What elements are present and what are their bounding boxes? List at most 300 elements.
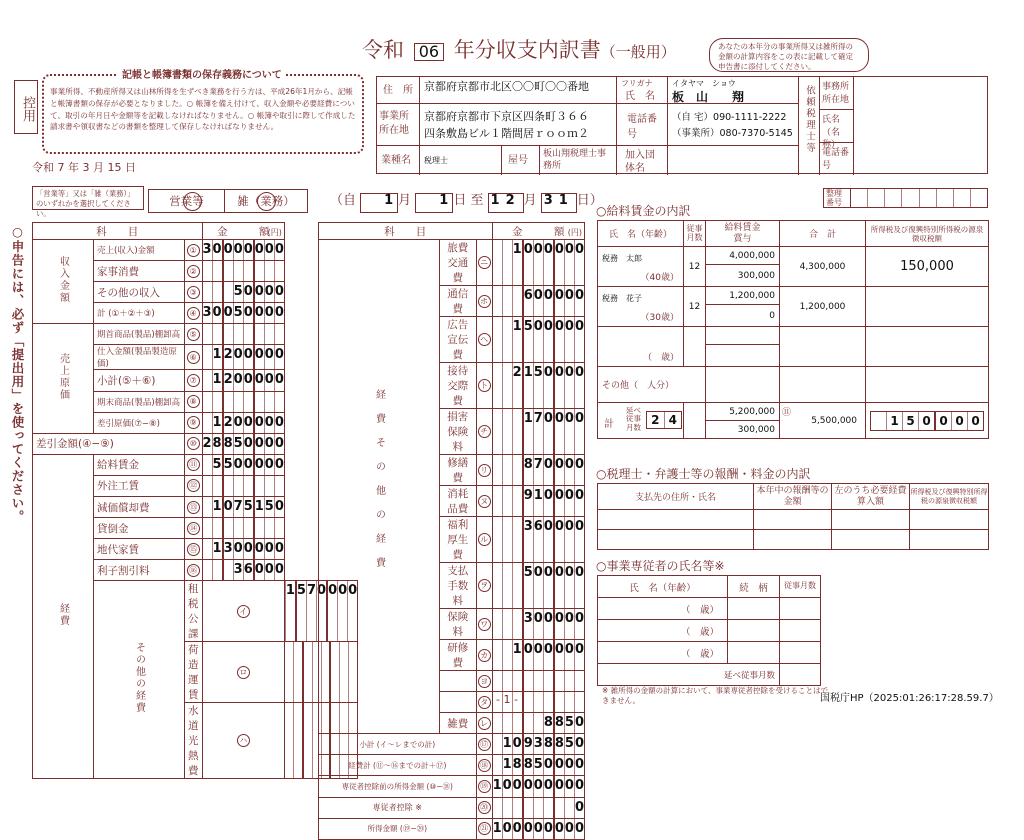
salary-row bbox=[598, 327, 989, 345]
income-amount-digit: 0 bbox=[243, 413, 253, 433]
expense-amount-digit bbox=[512, 409, 522, 454]
fees-row-2-amount[interactable] bbox=[754, 530, 832, 550]
row-number: ⑫ bbox=[187, 479, 200, 492]
expense-amount-digit: 0 bbox=[553, 455, 564, 485]
income-row-number bbox=[185, 433, 203, 454]
fees-row-2-expense[interactable] bbox=[832, 530, 910, 550]
tel-office: （事業所）080-7370-5145 bbox=[672, 128, 793, 139]
expense-amount[interactable] bbox=[492, 363, 584, 409]
expense-amount-digit: 0 bbox=[543, 240, 553, 285]
expense-row-number bbox=[476, 409, 492, 455]
income-amount-digit: 0 bbox=[264, 539, 274, 559]
fees-h-amount: 本年中の報酬等の金額 bbox=[756, 485, 829, 507]
income-amount[interactable] bbox=[202, 539, 284, 560]
expense-amount-digit: 0 bbox=[564, 455, 574, 485]
expense-amount-digit bbox=[533, 692, 543, 712]
salary-circled: ⑪ bbox=[782, 408, 792, 418]
income-amount-digit bbox=[233, 476, 243, 496]
expense-amount[interactable] bbox=[492, 818, 584, 839]
income-amount[interactable] bbox=[202, 497, 284, 518]
income-amount-digit bbox=[293, 642, 302, 702]
income-row-number bbox=[185, 412, 203, 433]
expense-amount-digit: 0 bbox=[522, 776, 533, 796]
income-amount-digit: 0 bbox=[264, 413, 274, 433]
row-number: ル bbox=[478, 533, 491, 546]
tax-name-label: 氏名（名称） bbox=[820, 110, 854, 143]
expense-amount[interactable] bbox=[492, 776, 584, 797]
income-label: 小計(⑤＋⑥) bbox=[94, 370, 185, 391]
expense-label: 修繕費 bbox=[440, 455, 477, 486]
row-number: ⑧ bbox=[187, 395, 200, 408]
income-amount-digit: 0 bbox=[264, 560, 274, 580]
fees-h-expense: 左のうち必要経費算入額 bbox=[834, 485, 907, 507]
income-amount-digit bbox=[243, 476, 253, 496]
expense-amount-digit bbox=[543, 798, 553, 818]
income-amount-digit: 0 bbox=[274, 455, 284, 475]
income-row-number bbox=[185, 240, 203, 261]
income-amount-digit: 0 bbox=[274, 539, 284, 559]
era-label: 令和 bbox=[362, 38, 404, 62]
expense-row-number bbox=[476, 609, 492, 640]
expense-amount-digit: 1 bbox=[533, 486, 543, 516]
row-number: ワ bbox=[478, 618, 491, 631]
expense-amount-digit: 0 bbox=[553, 363, 564, 408]
income-yen: (円) bbox=[267, 228, 282, 237]
family-total-label: 延べ従事月数 bbox=[723, 670, 775, 681]
income-amount[interactable] bbox=[202, 324, 284, 345]
income-amount[interactable] bbox=[202, 412, 284, 433]
from-day: 1 bbox=[415, 193, 453, 213]
industry-label: 業種名 bbox=[381, 155, 411, 166]
income-amount[interactable] bbox=[202, 261, 284, 282]
expense-row-number bbox=[476, 517, 492, 563]
salary-age: （ 歳） bbox=[642, 353, 679, 363]
expense-row-number bbox=[476, 755, 492, 776]
expense-row-number bbox=[476, 317, 492, 363]
fees-row-1-expense[interactable] bbox=[832, 510, 910, 530]
expense-row-number bbox=[476, 713, 492, 734]
expense-amount-digit: 0 bbox=[522, 240, 533, 285]
expense-amount-digit bbox=[502, 609, 512, 639]
expense-amount[interactable] bbox=[492, 317, 584, 363]
family-row-3-months[interactable] bbox=[780, 642, 821, 664]
income-amount[interactable] bbox=[202, 433, 284, 454]
expense-amount-digit: 0 bbox=[564, 755, 574, 775]
income-amount-digit bbox=[253, 261, 264, 281]
salary-months: 12 bbox=[684, 287, 706, 327]
expense-amount-digit: 1 bbox=[502, 734, 512, 754]
salary-bonus: 300,000 bbox=[706, 265, 780, 287]
expense-amount-digit bbox=[553, 692, 564, 712]
choice-box[interactable] bbox=[148, 189, 308, 213]
income-amount-digit bbox=[203, 518, 212, 538]
income-amount-digit: 5 bbox=[295, 581, 306, 641]
income-amount-digit: 5 bbox=[233, 282, 243, 302]
expense-amount-digit bbox=[493, 755, 502, 775]
expense-label: 通信費 bbox=[440, 286, 477, 317]
fees-row-2-tax[interactable] bbox=[910, 530, 989, 550]
expense-amount[interactable] bbox=[492, 713, 584, 734]
expense-label: 小計 (イ～レまでの計) bbox=[319, 734, 477, 755]
income-amount-digit bbox=[264, 476, 274, 496]
income-amount-digit bbox=[222, 324, 233, 344]
row-number: イ bbox=[237, 605, 250, 618]
expense-amount-digit: 0 bbox=[574, 240, 584, 285]
expense-label bbox=[440, 692, 477, 713]
income-amount-digit: 0 bbox=[264, 455, 274, 475]
income-amount-digit: 0 bbox=[264, 370, 274, 390]
income-amount-digit: 0 bbox=[264, 434, 274, 454]
title-note: あなたの本年分の事業所得又は雑所得の金額の計算内容をこの表に記載して確定申告書に添付してください。 bbox=[709, 38, 869, 72]
income-amount-digit bbox=[233, 324, 243, 344]
expense-amount[interactable] bbox=[492, 517, 584, 563]
expense-amount[interactable] bbox=[492, 755, 584, 776]
salary-tax: 150,000 bbox=[866, 247, 989, 287]
expense-amount-digit: 0 bbox=[522, 819, 533, 839]
income-row-number bbox=[185, 345, 203, 370]
choice-zatsu[interactable]: 雑（業務） bbox=[237, 194, 295, 208]
expense-amount-digit: 0 bbox=[564, 563, 574, 608]
income-amount-digit bbox=[212, 324, 222, 344]
expense-amount-digit: 2 bbox=[512, 363, 522, 408]
expense-label: 支払手数料 bbox=[440, 563, 477, 609]
expense-amount-digit bbox=[493, 713, 502, 733]
income-label: その他の収入 bbox=[94, 282, 185, 303]
income-amount[interactable] bbox=[202, 560, 284, 581]
expense-amount[interactable] bbox=[492, 734, 584, 755]
income-amount-digit bbox=[212, 282, 222, 302]
expense-amount-digit: 0 bbox=[543, 455, 553, 485]
family-row-2-rel[interactable] bbox=[728, 620, 780, 642]
income-amount[interactable] bbox=[202, 475, 284, 496]
expense-amount-digit: 0 bbox=[543, 609, 553, 639]
reference-label: 整理番号 bbox=[826, 189, 842, 207]
expense-amount-digit: 0 bbox=[564, 517, 574, 562]
income-amount-digit: 0 bbox=[243, 345, 253, 369]
income-label: 家事消費 bbox=[94, 261, 185, 282]
income-amount-digit bbox=[212, 392, 222, 412]
income-amount-digit bbox=[264, 518, 274, 538]
income-amount-digit bbox=[203, 345, 212, 369]
row-number: ④ bbox=[187, 307, 200, 320]
expense-amount-digit: 0 bbox=[574, 609, 584, 639]
expense-amount-digit: 0 bbox=[574, 563, 584, 608]
income-label: 期末商品(製品)棚卸高 bbox=[94, 391, 185, 412]
income-amount-digit: 0 bbox=[274, 370, 284, 390]
expense-amount-digit bbox=[502, 713, 512, 733]
union-label: 加入団体名 bbox=[616, 146, 668, 175]
income-label: 利子割引料 bbox=[94, 560, 185, 581]
expense-amount-digit bbox=[502, 517, 512, 562]
expense-amount[interactable] bbox=[492, 797, 584, 818]
income-amount-digit: 0 bbox=[233, 370, 243, 390]
sum-months-cells bbox=[646, 411, 682, 429]
expense-amount-digit: 0 bbox=[564, 819, 574, 839]
fees-h-tax: 所得税及び復興特別所得税の源泉徴収税額 bbox=[910, 488, 988, 505]
expense-amount-digit: 0 bbox=[543, 317, 553, 362]
expense-amount-digit: 8 bbox=[543, 713, 553, 733]
income-amount-digit: 0 bbox=[222, 240, 233, 260]
office-value: 京都府京都市下京区四条町３６６ bbox=[424, 110, 589, 123]
expense-amount-digit bbox=[493, 734, 502, 754]
expense-row-number bbox=[476, 818, 492, 839]
expense-amount-digit: 1 bbox=[522, 363, 533, 408]
expense-amount-digit: 8 bbox=[543, 734, 553, 754]
expense-amount-digit: 0 bbox=[553, 819, 564, 839]
expense-amount-digit bbox=[493, 563, 502, 608]
income-amount-digit: 0 bbox=[253, 539, 264, 559]
income-amount-digit: 0 bbox=[274, 413, 284, 433]
expense-amount-digit bbox=[543, 692, 553, 712]
income-amount-digit bbox=[264, 392, 274, 412]
expense-amount-digit: 0 bbox=[553, 286, 564, 316]
expense-amount[interactable] bbox=[492, 671, 584, 692]
expense-row bbox=[319, 818, 585, 839]
row-number: ⑲ bbox=[478, 780, 491, 793]
income-amount-digit: 0 bbox=[243, 370, 253, 390]
income-amount-digit bbox=[222, 261, 233, 281]
income-amount-digit bbox=[253, 518, 264, 538]
expense-table bbox=[318, 222, 585, 840]
year-box bbox=[414, 43, 444, 61]
expense-amount-digit bbox=[533, 713, 543, 733]
industry-value: 税理士 bbox=[424, 156, 448, 165]
income-amount[interactable] bbox=[202, 391, 284, 412]
expense-row-number bbox=[476, 692, 492, 713]
income-amount-digit bbox=[203, 392, 212, 412]
expense-amount-digit: 0 bbox=[533, 640, 543, 670]
to-month: 12 bbox=[488, 193, 524, 213]
expense-amount-digit: 8 bbox=[522, 455, 533, 485]
expense-amount-digit bbox=[502, 563, 512, 608]
expense-amount-digit: 0 bbox=[574, 455, 584, 485]
fees-row-2-payee[interactable] bbox=[598, 530, 754, 550]
expense-amount-digit bbox=[502, 240, 512, 285]
choice-eigyo[interactable]: 営業等 bbox=[169, 194, 204, 208]
income-amount[interactable] bbox=[202, 454, 284, 475]
income-amount-digit bbox=[222, 560, 233, 580]
income-amount-digit: 7 bbox=[233, 497, 243, 517]
family-row-3-rel[interactable] bbox=[728, 642, 780, 664]
income-amount-digit bbox=[212, 518, 222, 538]
expense-row-number bbox=[476, 797, 492, 818]
expense-amount-digit: 0 bbox=[512, 734, 522, 754]
income-amount-digit bbox=[203, 370, 212, 390]
expense-amount-digit: 6 bbox=[522, 286, 533, 316]
salary-h-months: 従事月数 bbox=[686, 223, 703, 242]
expense-amount-digit: 0 bbox=[553, 517, 564, 562]
expense-amount-digit: 1 bbox=[522, 409, 533, 454]
expense-side-label: 経費その他の経費 bbox=[319, 240, 440, 734]
income-amount-digit bbox=[253, 324, 264, 344]
income-amount[interactable] bbox=[202, 240, 284, 261]
income-amount[interactable] bbox=[202, 282, 284, 303]
income-amount-digit bbox=[274, 518, 284, 538]
income-amount-digit: 0 bbox=[212, 240, 222, 260]
row-number: ① bbox=[187, 244, 200, 257]
income-amount-digit: 0 bbox=[233, 455, 243, 475]
expense-amount-digit bbox=[564, 798, 574, 818]
income-amount-digit bbox=[302, 703, 312, 778]
income-amount-digit: 3 bbox=[222, 539, 233, 559]
row-number: リ bbox=[478, 464, 491, 477]
expense-amount[interactable] bbox=[492, 486, 584, 517]
salary-salary: 1,200,000 bbox=[706, 287, 780, 305]
reference-box bbox=[823, 188, 988, 208]
expense-amount-digit: 5 bbox=[522, 317, 533, 362]
fees-row-1-amount[interactable] bbox=[754, 510, 832, 530]
salary-age: （40歳） bbox=[640, 273, 679, 283]
expense-amount[interactable] bbox=[492, 563, 584, 609]
income-row-number bbox=[202, 581, 284, 642]
filing-date: 令和 7 年 3 月 15 日 bbox=[32, 161, 136, 174]
family-note: ※ 雑所得の金額の計算において、事業専従者控除を受けることはできません。 bbox=[602, 686, 829, 705]
family-row-1-months[interactable] bbox=[780, 598, 821, 620]
income-row bbox=[33, 454, 358, 475]
expense-amount[interactable] bbox=[492, 640, 584, 671]
expense-row-number bbox=[476, 776, 492, 797]
income-row-number bbox=[185, 539, 203, 560]
expense-label: 雑費 bbox=[440, 713, 477, 734]
salary-sum-total: 5,500,000 bbox=[811, 415, 857, 426]
expense-row-number bbox=[476, 286, 492, 317]
income-amount-digit bbox=[203, 560, 212, 580]
expense-amount-digit bbox=[564, 692, 574, 712]
sum-tax-digit bbox=[871, 412, 886, 430]
expense-row bbox=[319, 240, 585, 286]
choice-note: 「営業等」又は「雑（業務）」のいずれかを選択してください。 bbox=[32, 186, 144, 210]
expense-amount-digit bbox=[493, 486, 502, 516]
row-number: ヨ bbox=[478, 675, 491, 688]
office-value-2: 四条敷島ビル１階間居ｒｏｏｍ２ bbox=[424, 127, 589, 140]
expense-amount-digit bbox=[493, 640, 502, 670]
income-amount[interactable] bbox=[202, 370, 284, 391]
fees-row-1-payee[interactable] bbox=[598, 510, 754, 530]
salary-h-tax: 所得税及び復興特別所得税の源泉徴収税額 bbox=[870, 224, 984, 243]
income-amount-digit: 0 bbox=[274, 434, 284, 454]
expense-amount[interactable] bbox=[492, 609, 584, 640]
salary-h-salary: 給料賃金 bbox=[724, 222, 761, 233]
income-amount-digit: 8 bbox=[212, 434, 222, 454]
income-label: 計 (①＋②＋③) bbox=[94, 303, 185, 324]
income-amount[interactable] bbox=[202, 345, 284, 370]
income-amount-digit: 0 bbox=[253, 303, 264, 323]
income-amount-digit: 2 bbox=[202, 435, 212, 451]
income-amount-digit bbox=[212, 476, 222, 496]
row-number: ⑪ bbox=[187, 458, 200, 471]
row-number: ハ bbox=[237, 734, 250, 747]
salary-sum-tax-cells bbox=[870, 411, 984, 431]
family-row-2-age: （ 歳） bbox=[680, 626, 719, 638]
expense-amount-digit bbox=[574, 671, 584, 691]
expense-row-number bbox=[476, 240, 492, 286]
fees-table bbox=[597, 483, 989, 550]
income-amount-digit: 3 bbox=[233, 560, 243, 580]
salary-total: 1,200,000 bbox=[780, 287, 866, 327]
expense-amount-digit: 8 bbox=[512, 755, 522, 775]
expense-amount-digit bbox=[553, 798, 564, 818]
row-number: ⑱ bbox=[478, 759, 491, 772]
expense-amount-digit bbox=[502, 798, 512, 818]
mon-label-1: 月 bbox=[398, 193, 412, 208]
income-amount-digit: 1 bbox=[253, 497, 264, 517]
income-label: 外注工賃 bbox=[94, 475, 185, 496]
salary-table bbox=[597, 220, 989, 439]
expense-amount-digit: 0 bbox=[543, 819, 553, 839]
income-amount-digit: 1 bbox=[212, 413, 222, 433]
salary-h-bonus: 賞与 bbox=[733, 233, 752, 244]
family-row-2-months[interactable] bbox=[780, 620, 821, 642]
expense-amount-digit: 0 bbox=[564, 240, 574, 285]
expense-amount-digit: 0 bbox=[574, 819, 584, 839]
year-value: 06 bbox=[418, 42, 440, 61]
record-notice bbox=[42, 70, 364, 154]
income-amount-digit bbox=[243, 261, 253, 281]
expense-row bbox=[319, 797, 585, 818]
income-row-number bbox=[185, 518, 203, 539]
expense-header-amount: 金 額 bbox=[512, 225, 565, 238]
income-amount-digit bbox=[285, 642, 293, 702]
income-amount-digit: 0 bbox=[264, 303, 274, 323]
expense-amount[interactable] bbox=[492, 286, 584, 317]
expense-amount-digit: 0 bbox=[543, 286, 553, 316]
income-amount[interactable] bbox=[202, 303, 284, 324]
row-number: ② bbox=[187, 265, 200, 278]
income-amount-digit: 0 bbox=[347, 581, 357, 641]
expense-amount-digit: 1 bbox=[512, 640, 522, 670]
family-title: ○事業専従者の氏名等※ bbox=[596, 559, 725, 573]
expense-amount[interactable] bbox=[492, 240, 584, 286]
salary-total: 4,300,000 bbox=[780, 247, 866, 287]
expense-amount-digit bbox=[512, 517, 522, 562]
income-group-other: その他の経費 bbox=[94, 581, 185, 779]
income-amount-digit: 6 bbox=[243, 560, 253, 580]
income-amount-digit: 0 bbox=[264, 282, 274, 302]
expense-amount-digit: 0 bbox=[533, 563, 543, 608]
expense-amount-digit: 0 bbox=[553, 409, 564, 454]
family-row-1-rel[interactable] bbox=[728, 598, 780, 620]
income-amount-digit bbox=[274, 476, 284, 496]
income-amount-digit: 0 bbox=[253, 455, 264, 475]
expense-amount-digit: 0 bbox=[574, 517, 584, 562]
income-amount[interactable] bbox=[202, 518, 284, 539]
expense-amount[interactable] bbox=[492, 455, 584, 486]
notice-body: 事業所得、不動産所得又は山林所得を生ずべき業務を行う方は、平成26年1月から、記帳と帳簿書類の保存が必要となりました。○ 帳簿を備え付けて、収入金額や必要経費について、取引の年月日や金額等を記載しなければなりません。○ 帳簿や取引に際して作成した請求書や領収書などの書類を整理して保存しなければなりません。 bbox=[50, 87, 356, 132]
expense-amount-digit: 0 bbox=[574, 755, 584, 775]
fees-row-1-tax[interactable] bbox=[910, 510, 989, 530]
tax-accountant-label: 依頼税理士等 bbox=[804, 85, 815, 154]
income-amount-digit: 8 bbox=[222, 434, 233, 454]
income-amount-digit: 0 bbox=[326, 581, 337, 641]
income-amount-digit: 0 bbox=[253, 240, 264, 260]
income-amount-digit bbox=[212, 560, 222, 580]
salary-sum-label: 計 bbox=[604, 419, 614, 430]
expense-amount-digit: 0 bbox=[574, 734, 584, 754]
income-amount-digit: 1 bbox=[212, 497, 222, 517]
expense-row-number bbox=[476, 455, 492, 486]
expense-amount-digit bbox=[512, 798, 522, 818]
footer-source: 国税庁HP（2025:01:26:17:28.59.7） bbox=[820, 693, 999, 704]
expense-amount-digit: 0 bbox=[564, 317, 574, 362]
sum-tax-digit: 0 bbox=[934, 412, 951, 430]
income-amount-digit bbox=[203, 413, 212, 433]
family-total-months[interactable] bbox=[780, 664, 821, 686]
income-row-number bbox=[185, 497, 203, 518]
income-amount-digit: 5 bbox=[264, 497, 274, 517]
expense-label: 専従者控除前の所得金額 (⑩−⑱) bbox=[319, 776, 477, 797]
income-amount-digit bbox=[285, 703, 293, 778]
expense-amount[interactable] bbox=[492, 409, 584, 455]
